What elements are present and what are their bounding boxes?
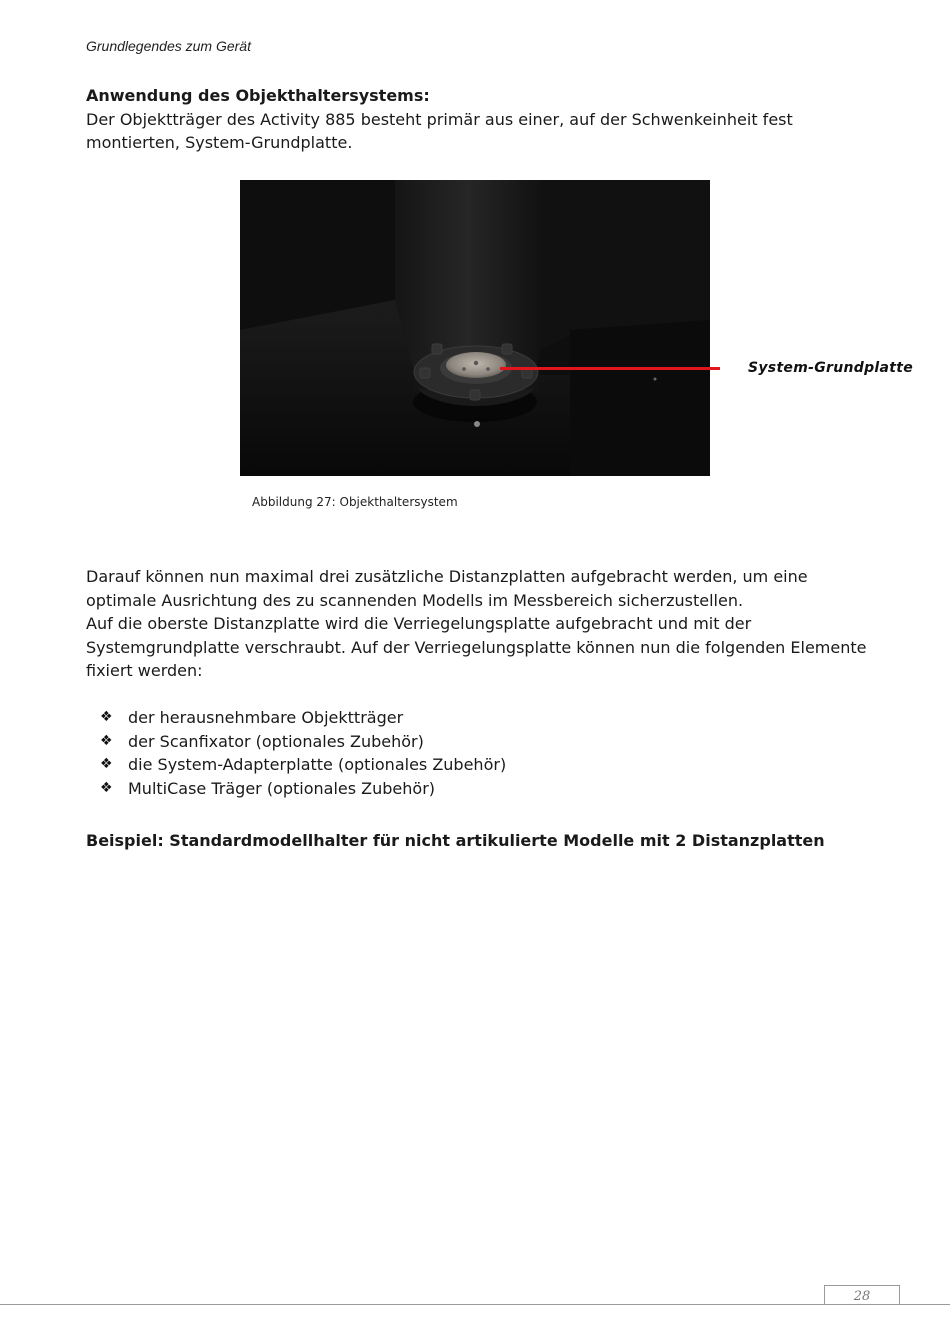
paragraph: Auf die oberste Distanzplatte wird die Verriegelungsplatte aufgebracht und mit der Systemgrundplatte verschraubt. Auf der Verriegelungsplatte können nun die folgenden Elemente fixiert werden: — [86, 614, 867, 680]
list-item: ❖ MultiCase Träger (optionales Zubehör) — [86, 777, 876, 801]
example-heading: Beispiel: Standardmodellhalter für nicht artikulierte Modelle mit 2 Distanzplatten — [86, 831, 825, 850]
section-intro — [86, 84, 876, 155]
list-item: ❖ der herausnehmbare Objektträger — [86, 706, 876, 730]
object-holder-photo-icon — [240, 180, 710, 476]
list-item: ❖ der Scanfixator (optionales Zubehör) — [86, 730, 876, 754]
list-item: ❖ die System-Adapterplatte (optionales Zubehör) — [86, 753, 876, 777]
footer-divider — [0, 1304, 950, 1305]
diamond-bullet-icon: ❖ — [100, 756, 113, 772]
intro-paragraph: Der Objektträger des Activity 885 besteht primär aus einer, auf der Schwenkeinheit fest montierten, System-Grundplatte. — [86, 109, 793, 152]
section-heading: Anwendung des Objekthaltersystems: — [86, 86, 430, 105]
diamond-bullet-icon: ❖ — [100, 732, 113, 749]
figure-caption: Abbildung 27: Objekthaltersystem — [252, 495, 458, 509]
callout-line — [500, 367, 720, 370]
diamond-bullet-icon: ❖ — [100, 709, 113, 725]
running-header: Grundlegendes zum Gerät — [86, 38, 251, 54]
diamond-bullet-icon: ❖ — [100, 779, 113, 796]
page-number: 28 — [824, 1285, 900, 1304]
element-list — [86, 706, 876, 800]
paragraph: Darauf können nun maximal drei zusätzliche Distanzplatten aufgebracht werden, um eine optimale Ausrichtung des zu scannenden Modells im Messbereich sicherzustellen. — [86, 567, 808, 610]
body-paragraphs — [86, 565, 876, 683]
callout-label-system-grundplatte: System-Grundplatte — [748, 360, 914, 376]
figure-photo — [240, 180, 710, 476]
